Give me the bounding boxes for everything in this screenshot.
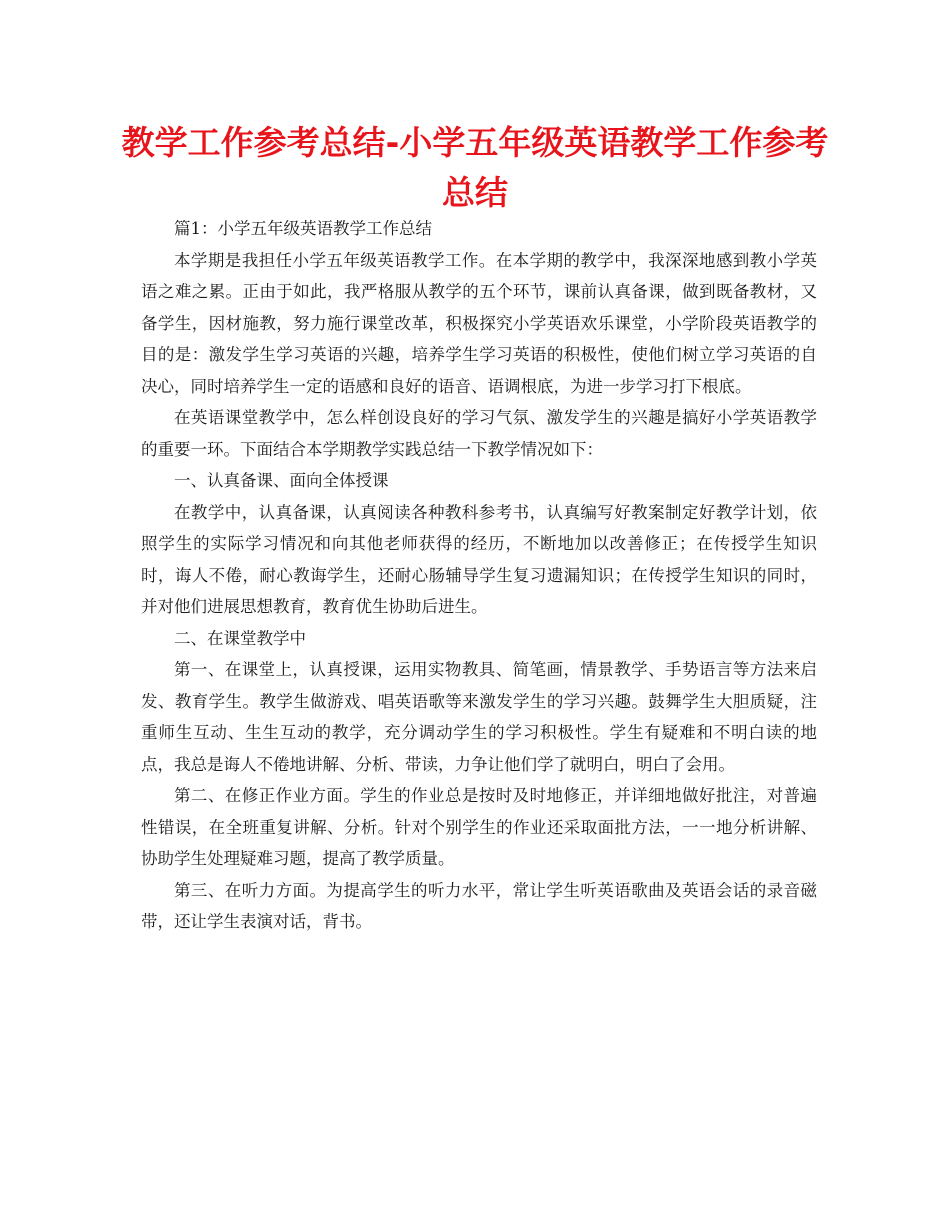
paragraph: 本学期是我担任小学五年级英语教学工作。在本学期的教学中，我深深地感到教小学英语之难之累。正由于如此，我严格服从教学的五个环节，课前认真备课，做到既备教材，又备学生，因材施教，努力施行课堂改革，积极探究小学英语欢乐课堂，小学阶段英语教学的目的是：激发学生学习英语的兴趣，培养学生学习英语的积极性，使他们树立学习英语的自决心，同时培养学生一定的语感和良好的语音、语调根底，为进一步学习打下根底。 xyxy=(141,250,817,396)
document-body xyxy=(141,213,817,938)
paragraph: 第一、在课堂上，认真授课，运用实物教具、简笔画，情景教学、手势语言等方法来启发、教育学生。教学生做游戏、唱英语歌等来激发学生的学习兴趣。鼓舞学生大胆质疑，注重师生互动、生生互动的教学，充分调动学生的学习积极性。学生有疑难和不明白读的地点，我总是诲人不倦地讲解、分析、带读，力争让他们学了就明白，明白了会用。 xyxy=(141,660,817,774)
paragraph: 在英语课堂教学中，怎么样创设良好的学习气氛、激发学生的兴趣是搞好小学英语教学的重要一环。下面结合本学期教学实践总结一下教学情况如下： xyxy=(141,408,817,459)
section-heading: 一、认真备课、面向全体授课 xyxy=(174,471,389,490)
section-heading: 篇1：小学五年级英语教学工作总结 xyxy=(174,219,432,238)
document-title: 教学工作参考总结-小学五年级英语教学工作参考总结 xyxy=(121,123,829,212)
paragraph: 在教学中，认真备课，认真阅读各种教科参考书，认真编写好教案制定好教学计划，依照学生的实际学习情况和向其他老师获得的经历，不断地加以改善修正；在传授学生知识时，诲人不倦，耐心教诲学生，还耐心肠辅导学生复习遗漏知识；在传授学生知识的同时，并对他们进展思想教育，教育优生协助后进生。 xyxy=(141,502,817,616)
paragraph: 第三、在听力方面。为提高学生的听力水平，常让学生听英语歌曲及英语会话的录音磁带，还让学生表演对话，背书。 xyxy=(141,880,817,931)
paragraph: 第二、在修正作业方面。学生的作业总是按时及时地修正，并详细地做好批注，对普遍性错误，在全班重复讲解、分析。针对个别学生的作业还采取面批方法，一一地分析讲解、协助学生处理疑难习题，提高了教学质量。 xyxy=(141,786,817,868)
section-heading: 二、在课堂教学中 xyxy=(174,628,306,648)
